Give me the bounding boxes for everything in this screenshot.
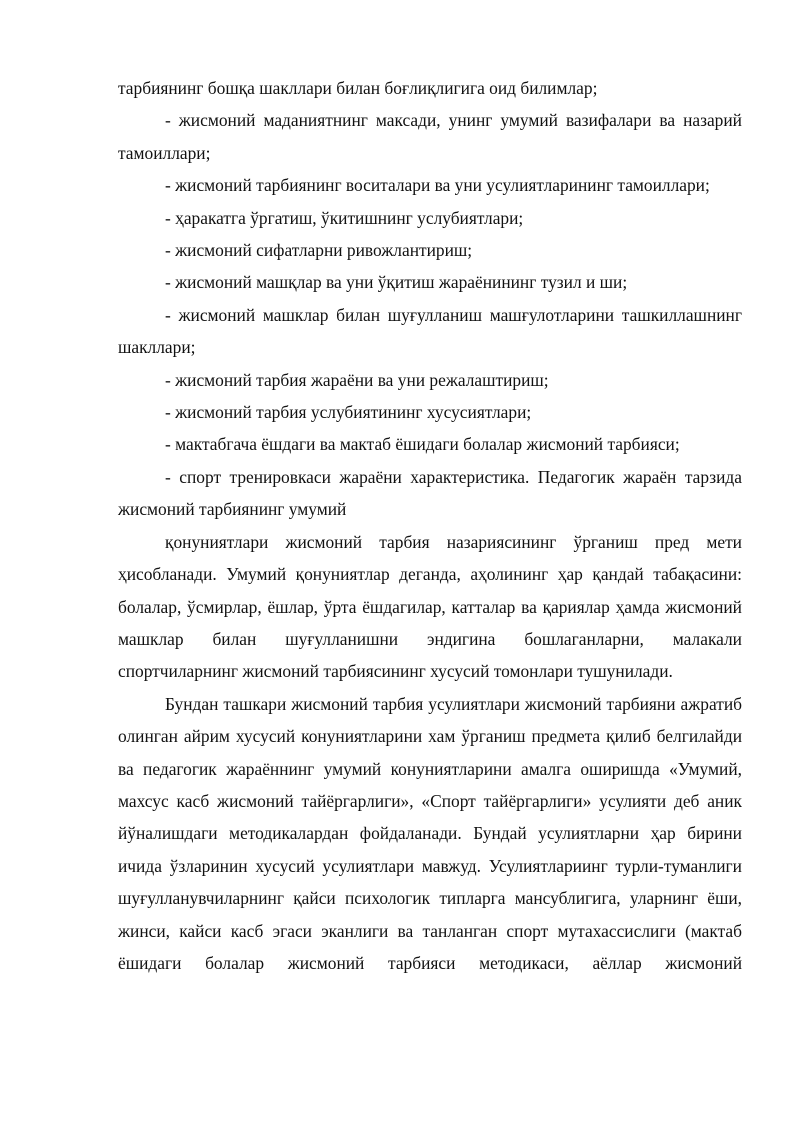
list-item: - жисмоний тарбиянинг воситалари ва уни усулиятларининг тамоиллари;: [165, 175, 710, 196]
list-item: - жисмоний машклар билан шуғулланиш машғулотларини ташкиллашнинг шакллари;: [118, 304, 742, 358]
list-item: - жисмоний тарбия жараёни ва уни режалаштириш;: [165, 369, 549, 390]
list-item: - спорт тренировкаси жараёни характеристика. Педагогик жараён тарзида жисмоний тарбиянинг умумий: [118, 466, 742, 520]
list-item: - жисмоний машқлар ва уни ўқитиш жараёнининг тузил и ши;: [165, 272, 628, 293]
paragraph: қонуниятлари жисмоний тарбия назариясининг ўрганиш пред мети ҳисобланади. Умумий қонуниятлар деганда, аҳолининг ҳар қандай табақасини: болалар, ўсмирлар, ёшлар, ўрта ёшдагилар, катталар ва қариялар ҳамда жисмоний машклар билан шуғулланишни эндигина бошлаганларни, малакали спортчиларнинг жисмоний тарбиясининг хусусий томонлари тушунилади.: [118, 531, 742, 682]
document-body: [118, 72, 742, 979]
list-item: - ҳаракатга ўргатиш, ўкитишнинг услубиятлари;: [165, 207, 524, 228]
paragraph: тарбиянинг бошқа шакллари билан боғлиқлигига оид билимлар;: [118, 78, 598, 98]
list-item: - жисмоний сифатларни ривожлантириш;: [165, 240, 473, 261]
list-item: - жисмоний маданиятнинг максади, унинг умумий вазифалари ва назарий тамоиллари;: [118, 110, 742, 163]
list-item: - мактабгача ёшдаги ва мактаб ёшидаги болалар жисмоний тарбияси;: [165, 434, 680, 455]
list-item: - жисмоний тарбия услубиятининг хусусиятлари;: [165, 402, 532, 423]
paragraph: Бундан ташкари жисмоний тарбия усулиятлари жисмоний тарбияни ажратиб олинган айрим хусусий конуниятларини хам ўрганиш предмета қилиб белгилайди ва педагогик жараённинг умумий конуниятларини амалга оширишда «Умумий, махсус касб жисмоний тайёргарлиги», «Спорт тайёргарлиги» усулияти деб аник йўналишдаги методикалардан фойдаланади. Бундай усулиятларни ҳар бирини ичида ўзларинин хусусий усулиятлари мавжуд. Усулиятлариинг турли-туманлиги шуғулланувчиларнинг қайси психологик типларга мансублигига, уларнинг ёши, жинси, кайси касб эгаси эканлиги ва танланган спорт мутахассислиги (мактаб ёшидаги болалар жисмоний тарбияси методикаси, аёллар жисмоний: [118, 693, 742, 973]
